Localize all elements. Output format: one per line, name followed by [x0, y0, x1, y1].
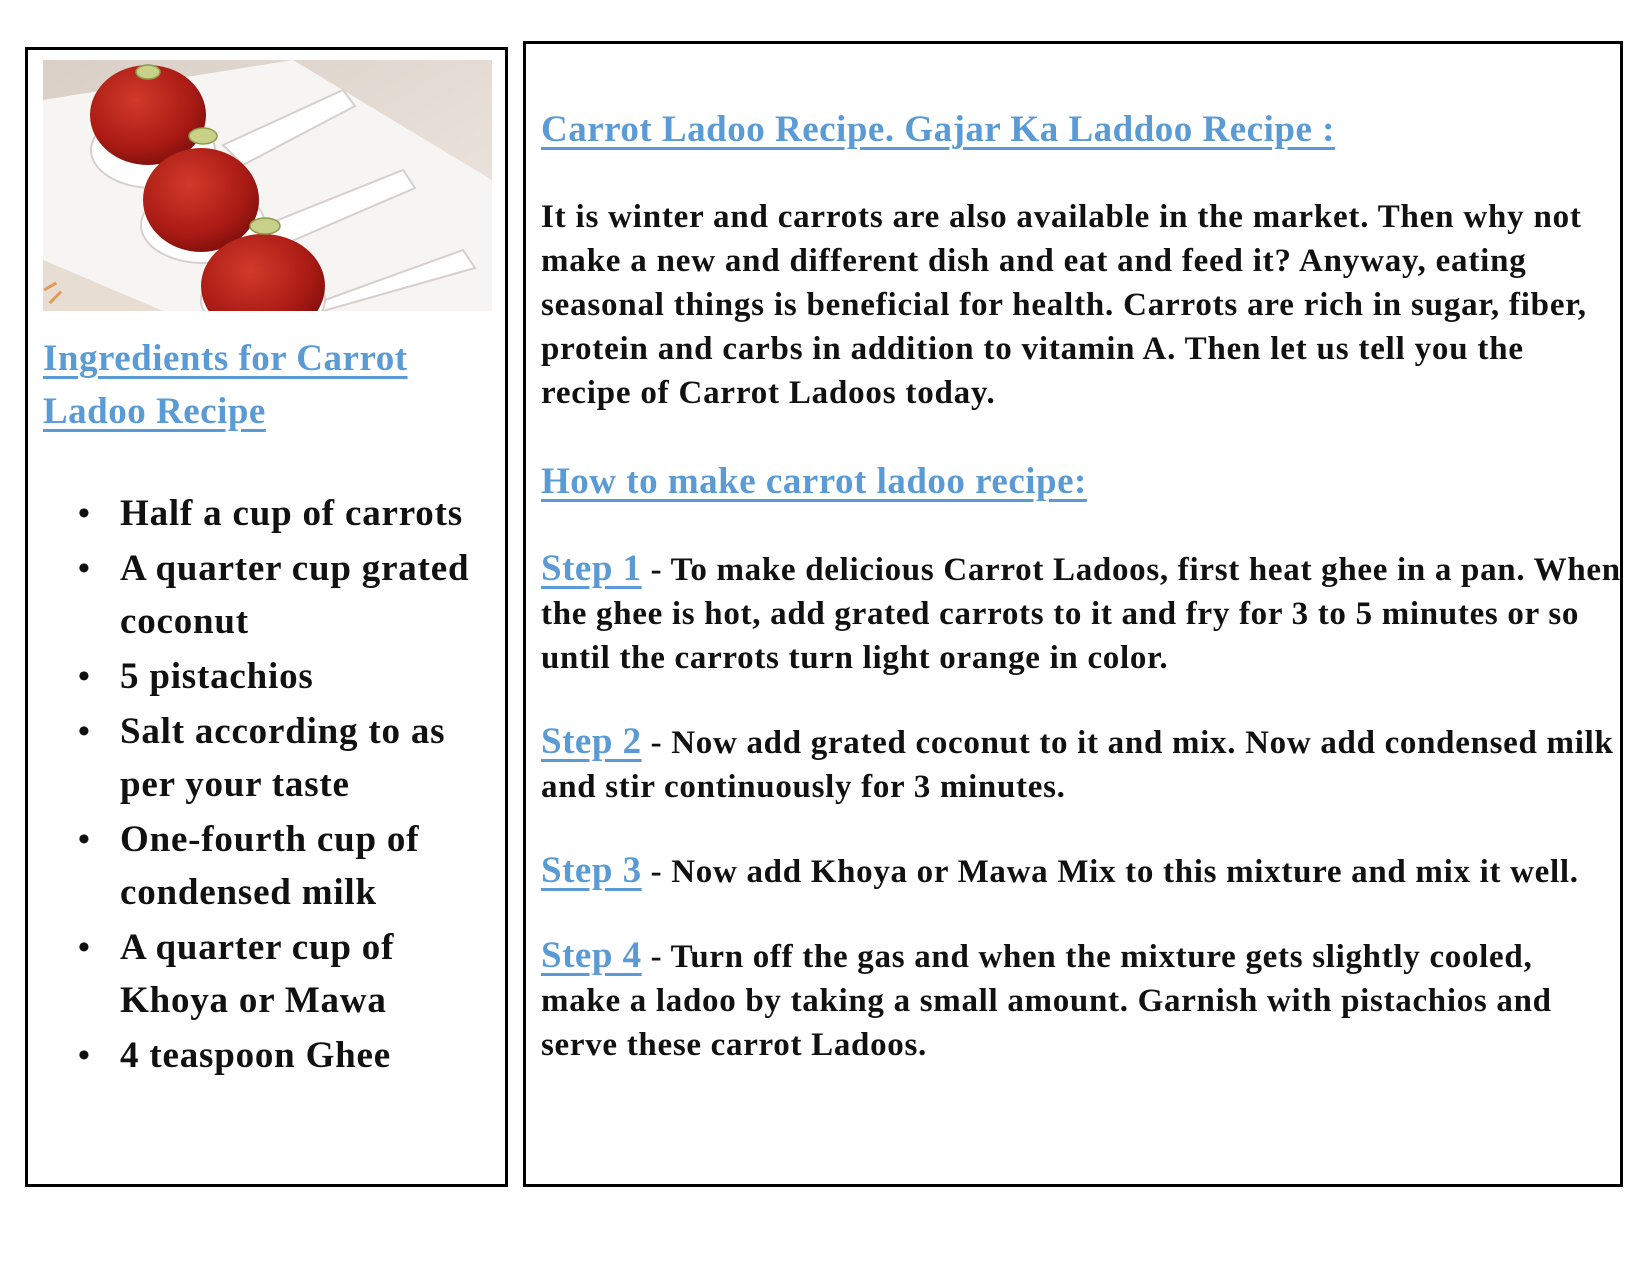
step-3 — [541, 849, 1621, 894]
ingredients-heading[interactable] — [43, 332, 493, 438]
ingredients-panel — [25, 47, 508, 1187]
step-1 — [541, 547, 1621, 680]
step-2-text: - Now add grated coconut to it and mix. Now add condensed milk and stir continuously for 3 minutes. — [541, 725, 1614, 805]
ladoo-image — [43, 60, 492, 311]
how-to-heading[interactable] — [541, 457, 1621, 507]
step-4 — [541, 934, 1621, 1067]
ingredients-heading-link[interactable]: Ingredients for Carrot Ladoo Recipe — [43, 338, 408, 432]
carrot-ladoo-photo — [43, 60, 492, 311]
ingredient-item: • 4 teaspoon Ghee — [120, 1029, 493, 1082]
ingredient-item: • Salt according to as per your taste — [120, 705, 493, 811]
step-4-link[interactable]: Step 4 — [541, 935, 642, 976]
step-1-link[interactable]: Step 1 — [541, 548, 642, 589]
ingredients-list — [43, 487, 493, 1084]
step-3-link[interactable]: Step 3 — [541, 850, 642, 891]
step-3-text: - Now add Khoya or Mawa Mix to this mixture and mix it well. — [641, 854, 1579, 890]
step-2 — [541, 720, 1621, 809]
ingredient-item: • A quarter cup of Khoya or Mawa — [120, 921, 493, 1027]
ingredient-item: • Half a cup of carrots — [120, 487, 493, 540]
ingredient-item: • A quarter cup grated coconut — [120, 542, 493, 648]
recipe-title-link[interactable]: Carrot Ladoo Recipe. Gajar Ka Laddoo Recipe : — [541, 109, 1335, 150]
intro-paragraph: It is winter and carrots are also available in the market. Then why not make a new and different dish and eat and feed it? Anyway, eating seasonal things is beneficial for health. Carrots are rich in sugar, fiber, protein and carbs in addition to vitamin A. Then let us tell you the recipe of Carrot Ladoos today. — [541, 199, 1587, 411]
recipe-panel — [523, 41, 1623, 1187]
step-4-text: - Turn off the gas and when the mixture gets slightly cooled, make a ladoo by taking a small amount. Garnish with pistachios and serve these carrot Ladoos. — [541, 939, 1552, 1063]
recipe-content — [541, 105, 1621, 1067]
step-1-text: - To make delicious Carrot Ladoos, first heat ghee in a pan. When the ghee is hot, add grated carrots to it and fry for 3 to 5 minutes or so until the carrots turn light orange in color. — [541, 552, 1621, 676]
recipe-title[interactable] — [541, 105, 1621, 155]
step-2-link[interactable]: Step 2 — [541, 721, 642, 762]
how-to-heading-link[interactable]: How to make carrot ladoo recipe: — [541, 461, 1087, 502]
ingredient-item: • One-fourth cup of condensed milk — [120, 813, 493, 919]
ingredient-item: • 5 pistachios — [120, 650, 493, 703]
